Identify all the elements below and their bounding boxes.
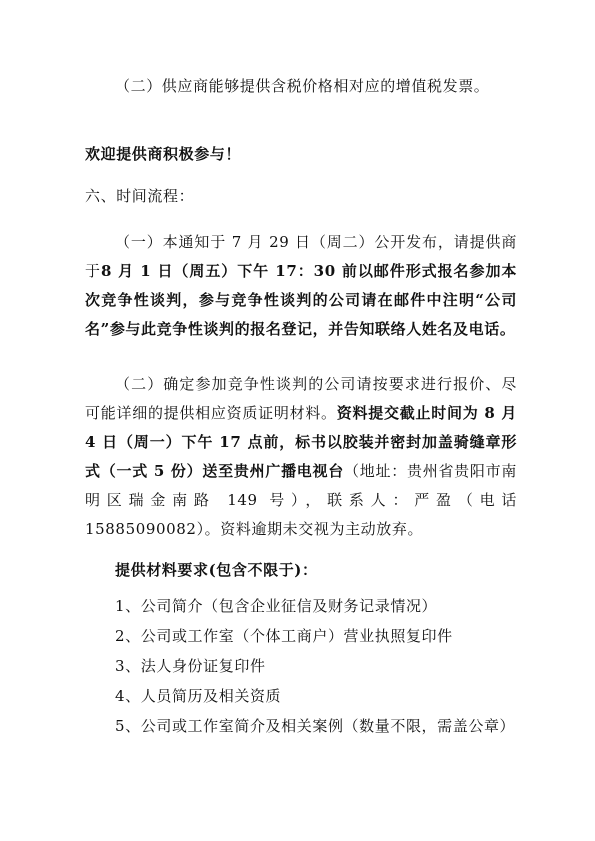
submission-address-text: （地址：贵州省贵阳市南明区瑞金南路 149 号），联系人：严盈（电话 15885090082）。资料逾期未交视为主动放弃。 (85, 462, 517, 538)
submission-deadline-text: 资料提交截止时间为 8 月 4 日（周一）下午 17 点前，标书以胶装并密封加盖骑缝章形式（一式 5 份）送至贵州广播电视台 (85, 404, 517, 480)
materials-item-text: 5、公司或工作室简介及相关案例（数量不限，需盖公章） (115, 717, 516, 735)
materials-list-item (115, 592, 515, 621)
vat-invoice-paragraph (85, 72, 517, 101)
materials-list-item (85, 712, 517, 741)
materials-item-text: 4、人员简历及相关资质 (115, 687, 282, 705)
submission-paragraph (85, 370, 517, 544)
materials-item-text: 1、公司简介（包含企业征信及财务记录情况） (115, 597, 438, 615)
welcome-line (85, 140, 517, 169)
registration-deadline-text: 8 月 1 日（周五）下午 17：30 前以邮件形式报名参加本次竞争性谈判，参与竞争性谈判的公司请在邮件中注明“公司名”参与此竞争性谈判的报名登记，并告知联络人姓名及电话。 (85, 262, 517, 338)
vat-invoice-text: （二）供应商能够提供含税价格相对应的增值税发票。 (115, 77, 490, 95)
materials-list-item (115, 622, 515, 651)
submission-intro-text: （二）确定参加竞争性谈判的公司请按要求进行报价、尽可能详细的提供相应资质证明材料。 (85, 375, 517, 422)
materials-list-item (115, 682, 515, 711)
materials-item-text: 3、法人身份证复印件 (115, 657, 266, 675)
section-six-heading (85, 182, 517, 211)
welcome-text: 欢迎提供商积极参与！ (85, 145, 242, 163)
materials-heading-text: 提供材料要求(包含不限于)： (115, 561, 318, 579)
registration-paragraph (85, 228, 517, 344)
materials-list-item (115, 652, 515, 681)
materials-item-text: 2、公司或工作室（个体工商户）营业执照复印件 (115, 627, 453, 645)
section-six-heading-text: 六、时间流程： (85, 187, 195, 205)
registration-normal-text: （一）本通知于 7 月 29 日（周二）公开发布，请提供商于 (85, 233, 517, 280)
materials-heading (85, 556, 517, 585)
